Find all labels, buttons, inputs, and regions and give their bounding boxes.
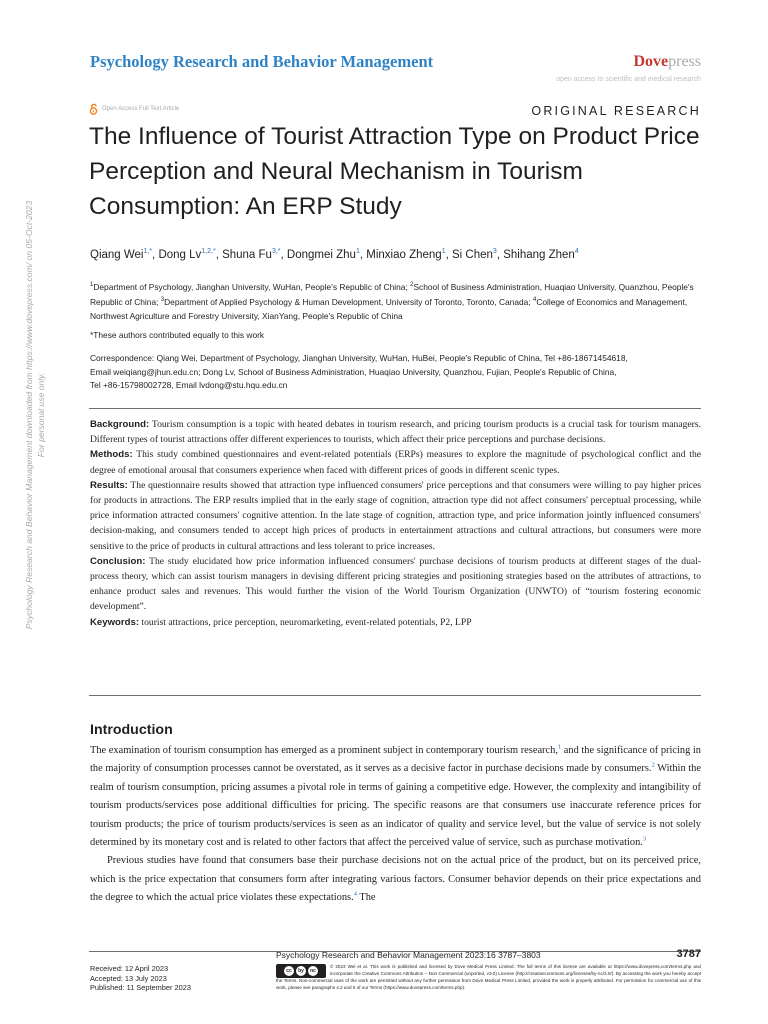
article-type: ORIGINAL RESEARCH xyxy=(531,104,701,118)
author-affiliation-marker: 1,2,* xyxy=(201,248,216,255)
publisher-tagline: open access to scientific and medical research xyxy=(556,76,701,83)
body-paragraph xyxy=(90,852,701,907)
abstract xyxy=(90,417,701,630)
by-icon: by xyxy=(296,966,306,976)
author-separator: , xyxy=(496,248,504,261)
body-text-run: Previous studies have found that consumers base their purchase decisions not on the actual price of the product, but on its perceived price, which is the price expectation that consumers form after integrating various factors. Consumer behavior depends on their price expectations and the degree to which the actual price violates these expectations. xyxy=(90,855,701,904)
abstract-label: Methods: xyxy=(90,449,133,461)
abstract-text: Tourism consumption is a topic with heated debates in tourism research, and pricing tourism products is a crucial task for tourism managers. Different types of tourist attractions offer different experiences to tourists, which affect their price perceptions and purchase decisions. xyxy=(90,419,701,446)
abstract-text: The study elucidated how price information influenced consumers' purchase decisions of tourism products at different stages of the dual-process theory, which can assist tourism managers in devising different pricing strategies and positioning strategies based on the attributes of attractions, to enhance product sales and revenues. This would further the vision of the World Tourism Organization (UNWTO) of “tourism fostering economic development”. xyxy=(90,555,701,613)
author-separator: , xyxy=(152,248,159,261)
author-separator: , xyxy=(359,248,367,261)
abstract-top-rule xyxy=(89,408,701,409)
author-affiliation-marker: 4 xyxy=(574,248,579,255)
correspondence-line: Tel +86-15798002728, Email lvdong@stu.hqu.edu.cn xyxy=(90,380,288,390)
brand-dove: Dove xyxy=(633,53,669,70)
author-name: Dongmei Zhu xyxy=(286,248,356,261)
abstract-text: The questionnaire results showed that attraction type influenced consumers' price perceptions and that consumers were willing to pay higher prices for products in attractions. The ERP results implied that in the early stage of cognition, attraction type did not affect consumers' perceptual processing, while price information attracted consumers' cognitive attention. In the late stage of cognition, attraction type, and price information jointly influenced consumers' decision-making, and consumers tended to accept high prices of products in entertainment attractions and cultural attractions, but consumers were more sensitive to the price of products in cultural attractions and less tolerant to price increases. xyxy=(90,479,701,552)
author-affiliation-marker: 1 xyxy=(441,248,446,255)
citation-marker: 3 xyxy=(642,835,647,843)
publisher-logo[interactable] xyxy=(633,53,701,71)
abstract-text: tourist attractions, price perception, neuromarketing, event-related potentials, P2, LPP xyxy=(139,616,472,628)
abstract-bottom-rule xyxy=(89,695,701,696)
open-access-icon xyxy=(89,103,98,115)
license-statement: © 2023 Wei et al. This work is published and licensed by Dove Medical Press Limited. The full terms of this license are available at https://www.dovepress.com/terms.php and incorporate the Creative Commons Attribution – Non Commercial (unported, v3.0) License (http://creativecommons.org/licenses/by-nc/3.0/). By accessing the work you hereby accept the Terms. Non-commercial uses of the work are permitted without any further permission from Dove Medical Press Limited, provided the work is properly attributed. For permission for commercial use of this work, please see paragraphs 4.2 and 5 of our Terms (https://www.dovepress.com/terms.php). xyxy=(276,964,701,991)
affiliation-text: Department of Psychology, Jianghan University, WuHan, People's Republic of China; xyxy=(93,281,411,292)
affiliation-text: Department of Applied Psychology & Human Development, University of Toronto, Toronto, Canada; xyxy=(164,297,533,308)
abstract-text: This study combined questionnaires and event-related potentials (ERPs) measures to explore the magnitude of psychological conflict and the degree of emotional arousal that consumers experience when faced with different prices of goods in different scenic types. xyxy=(90,449,701,476)
correspondence-line: Email weiqiang@jhun.edu.cn; Dong Lv, School of Business Administration, Huaqiao University, Quanzhou, Fujian, People's Republic of China, xyxy=(90,366,617,377)
author-affiliation-marker: 1 xyxy=(355,248,360,255)
affiliation-text: College of Economics and Management, Northwest Agriculture and Forestry University, XianYang, People's Republic of China xyxy=(90,297,688,321)
abstract-label: Keywords: xyxy=(90,616,140,628)
nc-icon: nc xyxy=(308,966,318,976)
body-paragraph xyxy=(90,742,701,852)
accepted-date: Accepted: 13 July 2023 xyxy=(90,973,167,983)
footer-journal-citation[interactable]: Psychology Research and Behavior Management 2023:16 3787–3803 xyxy=(276,950,541,960)
affiliation-number: 3 xyxy=(160,297,165,304)
introduction-body xyxy=(90,742,701,908)
abstract-background xyxy=(90,417,701,447)
correspondence-line: Correspondence: Qiang Wei, Department of Psychology, Jianghan University, WuHan, HuBei, People's Republic of China, Tel +86-18671454618, xyxy=(90,353,628,363)
abstract-label: Conclusion: xyxy=(90,555,146,567)
received-date: Received: 12 April 2023 xyxy=(90,964,169,973)
author-list xyxy=(90,248,579,261)
download-note-line1: Psychology Research and Behavior Management downloaded from https://www.dovepress.com/ on 05-Oct-2023 xyxy=(24,200,34,630)
affiliation-number: 4 xyxy=(532,297,537,304)
abstract-conclusion xyxy=(90,554,701,615)
correspondence xyxy=(90,352,705,393)
author-affiliation-marker: 3,* xyxy=(271,248,281,255)
author-name: Qiang Wei xyxy=(90,248,144,261)
equal-contribution-note: *These authors contributed equally to this work xyxy=(90,330,265,340)
author-name: Dong Lv xyxy=(158,248,202,261)
author-affiliation-marker: 1,* xyxy=(143,248,153,255)
license-text xyxy=(276,963,701,991)
download-note-line2: For personal use only. xyxy=(36,372,46,458)
download-watermark xyxy=(23,55,49,775)
author-name: Si Chen xyxy=(451,248,493,261)
abstract-methods xyxy=(90,447,701,477)
body-text-run: Within the realm of tourism consumption, pricing assumes a pivotal role in terms of gaining a competitive edge. However, the complexity and intangibility of tourism products/services pose additional difficulties for pricing. The specific reasons are that consumers use inaccurate reference prices for tourism products; the price of tourism products/services is seen as an indicator of quality and service level, but the value of service is not solely determined by its monetary cost and is related to other factors that affect the perceived value of service, such as purchase motivation. xyxy=(90,763,701,849)
abstract-results xyxy=(90,478,701,554)
body-text-run: and the significance of pricing in the majority of consumption processes cannot be overstated, as it serves as a decisive factor in purchase decisions made by consumers. xyxy=(90,745,701,775)
page-number: 3787 xyxy=(676,948,701,960)
brand-press: press xyxy=(668,53,701,70)
body-text-run: The examination of tourism consumption has emerged as a prominent subject in contemporary tourism research, xyxy=(90,745,558,756)
affiliation-text: School of Business Administration, Huaqiao University, Quanzhou, People's Republic of China; xyxy=(90,281,694,308)
publication-dates xyxy=(90,964,191,993)
citation-marker: 1 xyxy=(557,743,562,751)
abstract-label: Results: xyxy=(90,479,128,491)
abstract-label: Background: xyxy=(90,419,150,430)
author-separator: , xyxy=(445,248,452,261)
author-separator: , xyxy=(280,248,287,261)
author-affiliation-marker: 3 xyxy=(492,248,497,255)
article-title: The Influence of Tourist Attraction Type on Product Price Perception and Neural Mechanism in Tourism Consumption: An ERP Study xyxy=(89,123,700,220)
section-heading-introduction: Introduction xyxy=(90,722,173,738)
cc-icon: cc xyxy=(284,966,294,976)
body-text-run: The xyxy=(356,892,376,904)
published-date: Published: 11 September 2023 xyxy=(90,983,191,993)
open-access-label: Open Access Full Text Article xyxy=(102,106,180,112)
citation-marker: 2 xyxy=(651,761,655,769)
open-access-row xyxy=(89,103,179,115)
author-name: Minxiao Zheng xyxy=(366,248,442,261)
citation-marker: 4 xyxy=(353,890,357,898)
affiliations xyxy=(90,279,705,323)
author-separator: , xyxy=(215,248,223,261)
author-name: Shihang Zhen xyxy=(503,248,575,261)
affiliation-number: 1 xyxy=(90,282,94,288)
journal-title[interactable]: Psychology Research and Behavior Management xyxy=(90,52,434,71)
affiliation-number: 2 xyxy=(410,282,414,288)
abstract-keywords xyxy=(90,615,701,630)
author-name: Shuna Fu xyxy=(222,248,272,261)
